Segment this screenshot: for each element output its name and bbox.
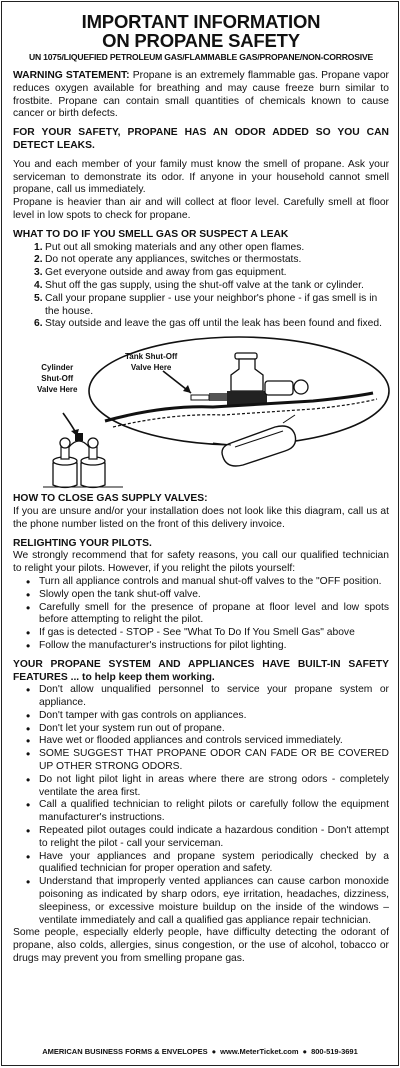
page-subtitle: UN 1075/LIQUEFIED PETROLEUM GAS/FLAMMABLE GAS/PROPANE/NON-CORROSIVE (28, 52, 374, 62)
tank-label-line: Valve Here (130, 363, 172, 373)
footer (2, 1047, 398, 1057)
system-closing: Some people, especially elderly people, have difficulty detecting the odorant of propane, also colds, allergies, sinus congestion, or the use of alcohol, tobacco or drugs may prevent you from smelling propane gas. (13, 927, 389, 965)
warning-label: WARNING STATEMENT: (13, 70, 130, 81)
propane-safety-sheet (1, 1, 399, 1066)
close-valves-heading: HOW TO CLOSE GAS SUPPLY VALVES: (13, 493, 208, 505)
warning-statement (13, 70, 389, 121)
odor-section (13, 127, 389, 223)
shutoff-valve-diagram (13, 335, 389, 491)
odor-paragraph-2: Propane is heavier than air and will collect at floor level. Carefully smell at floor level in low spots to check for propane. (13, 197, 389, 221)
list-item (13, 318, 389, 331)
smell-gas-section (13, 229, 389, 331)
list-item: • Slowly open the tank shut-off valve. (13, 589, 389, 602)
relighting-intro: We strongly recommend that for safety reasons, you call our qualified technician to relight your pilots. However, if you relight the pilots yourself: (13, 550, 389, 575)
list-item: • SOME SUGGEST THAT PROPANE ODOR CAN FADE OR BE COVERED UP OTHER STRONG ODORS. (13, 748, 389, 774)
list-item: • Don't let your system run out of propane. (13, 723, 389, 736)
relighting-list (13, 576, 389, 653)
footer-company: AMERICAN BUSINESS FORMS & ENVELOPES (42, 1047, 208, 1056)
cylinder-group (53, 433, 105, 488)
list-item (13, 267, 389, 280)
system-heading: YOUR PROPANE SYSTEM AND APPLIANCES HAVE BUILT-IN SAFETY FEATURES ... to help keep them working. (13, 658, 389, 683)
cylinder-label-line: Shut-Off (41, 374, 74, 384)
list-item (13, 293, 389, 319)
relighting-section (13, 538, 389, 653)
list-item: • Don't allow unqualified personnel to service your propane system or appliance. (13, 684, 389, 710)
tank-label-line: Tank Shut-Off (125, 352, 178, 362)
step-text: Call your propane supplier - use your neighbor's phone - if gas smell is in the house. (45, 292, 378, 317)
step-number: 3. (34, 267, 43, 279)
valve-diagram-illustration (13, 335, 391, 491)
close-valves-text: If you are unsure and/or your installation does not look like this diagram, call us at the phone number listed on the front of this delivery invoice. (13, 505, 389, 530)
list-item: • Don't tamper with gas controls on appliances. (13, 710, 389, 723)
list-item: • Repeated pilot outages could indicate a hazardous condition - Don't attempt to relight the pilot - call your serviceman. (13, 825, 389, 851)
cylinder-label-line: Cylinder (41, 363, 74, 373)
step-number: 4. (34, 279, 43, 291)
odor-heading: FOR YOUR SAFETY, PROPANE HAS AN ODOR ADDED SO YOU CAN DETECT LEAKS. (13, 127, 389, 151)
step-text: Stay outside and leave the gas off until the leak has been found and fixed. (45, 318, 382, 330)
page-title (13, 12, 389, 50)
list-item: • Turn all appliance controls and manual shut-off valves to the "OFF position. (13, 576, 389, 589)
title-line-1: IMPORTANT INFORMATION (81, 11, 321, 32)
list-item: • Carefully smell for the presence of propane at floor level and low spots before attempting to relight the pilot. (13, 602, 389, 628)
list-item: • Have wet or flooded appliances and controls serviced immediately. (13, 735, 389, 748)
cylinder-valve-label (37, 362, 77, 395)
footer-phone: 800-519-3691 (311, 1047, 358, 1056)
step-text: Put out all smoking materials and any other open flames. (45, 241, 305, 253)
list-item: • If gas is detected - STOP - See "What To Do If You Smell Gas" above (13, 627, 389, 640)
title-line-2: ON PROPANE SAFETY (102, 30, 300, 51)
step-text: Do not operate any appliances, switches or thermostats. (45, 254, 302, 266)
close-valves-section (13, 493, 389, 531)
bullet-separator: ● (211, 1047, 217, 1056)
smell-gas-heading: WHAT TO DO IF YOU SMELL GAS OR SUSPECT A LEAK (13, 228, 289, 240)
list-item (13, 254, 389, 267)
step-number: 6. (34, 318, 43, 330)
footer-website: www.MeterTicket.com (220, 1047, 299, 1056)
list-item (13, 242, 389, 255)
list-item: • Follow the manufacturer's instructions for pilot lighting. (13, 640, 389, 653)
system-section (13, 659, 389, 966)
step-text: Get everyone outside and away from gas equipment. (45, 267, 287, 279)
tank-valve-label (125, 351, 177, 373)
list-item: • Have your appliances and propane system periodically checked by a qualified technician for proper operation and safety. (13, 851, 389, 877)
list-item: • Call a qualified technician to relight pilots or carefully follow the equipment manufacturer's instructions. (13, 799, 389, 825)
system-list (13, 684, 389, 927)
step-number: 2. (34, 254, 43, 266)
relighting-heading: RELIGHTING YOUR PILOTS. (13, 537, 152, 549)
step-number: 1. (34, 241, 43, 253)
list-item (13, 280, 389, 293)
odor-paragraph-1: You and each member of your family must know the smell of propane. Ask your serviceman to demonstrate its odor. If anyone in your household cannot smell propane, call us immediately. (13, 158, 389, 196)
smell-gas-steps (13, 242, 389, 332)
warning-text: Propane is an extremely flammable gas. Propane vapor reduces oxygen available for breathing and may cause freeze burn similar to frostbite. Propane can contain small quantities of chemicals known to cause cancer or birth defects. (13, 70, 389, 120)
list-item: • Understand that improperly vented appliances can cause carbon monoxide poisoning as indicated by sharp odors, eye irritation, headaches, dizziness, sleepiness, or excessive moisture buildup on the inside of the windows – ventilate immediately and call a qualified gas appliance repair technician. (13, 876, 389, 927)
step-number: 5. (34, 292, 43, 304)
step-text: Shut off the gas supply, using the shut-off valve at the tank or cylinder. (45, 279, 364, 291)
list-item: • Do not light pilot light in areas where there are strong odors - completely ventilate the area first. (13, 774, 389, 800)
cylinder-label-line: Valve Here (37, 385, 78, 395)
bullet-separator: ● (302, 1047, 308, 1056)
